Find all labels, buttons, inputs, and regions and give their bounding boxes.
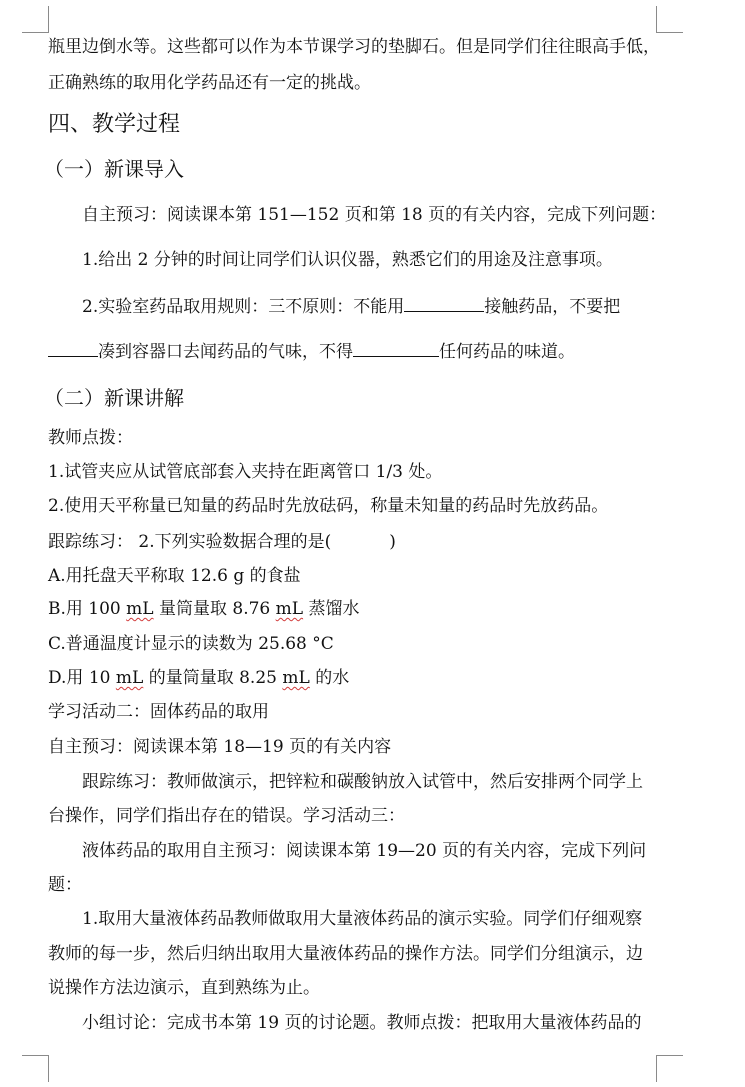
page-corner-mark-bottom-right [656,1055,683,1082]
text-line: 自主预习：阅读课本第 151—152 页和第 18 页的有关内容，完成下列问题： [82,205,667,225]
page-corner-mark-bottom-left [22,1055,49,1082]
text-segment: 任何药品的味道。 [439,342,575,362]
fill-in-line [82,295,620,318]
text-line: 1.给出 2 分钟的时间让同学们认识仪器，熟悉它们的用途及注意事项。 [82,250,613,270]
text-line: 台操作，同学们指出存在的错误。学习活动三： [48,806,405,826]
text-segment: 2.实验室药品取用规则：三不原则：不能用 [82,297,405,317]
option-d [48,667,349,689]
text-segment: B.用 100 [48,599,127,619]
text-segment: 蒸馏水 [303,599,360,619]
text-line: 说操作方法边演示，直到熟练为止。 [48,978,320,998]
option-b [48,598,359,620]
page-corner-mark-top-left [22,6,49,33]
text-segment: 的水 [309,668,350,688]
text-line: 跟踪练习：教师做演示，把锌粒和碳酸钠放入试管中，然后安排两个同学上 [82,772,643,792]
text-line: 2.使用天平称量已知量的药品时先放砝码，称量未知量的药品时先放药品。 [48,496,609,516]
subsection-heading: （一）新课导入 [44,157,184,181]
spellcheck-underlined-unit: mL [282,668,310,688]
text-line: 教师点拨： [48,428,133,448]
section-heading: 四、教学过程 [48,112,181,137]
text-line: 正确熟练的取用化学药品还有一定的挑战。 [48,73,371,93]
question-line [48,531,396,553]
answer-blank [48,340,98,357]
text-line: 液体药品的取用自主预习：阅读课本第 19—20 页的有关内容，完成下列问 [82,841,647,861]
text-segment: 跟踪练习： 2.下列实验数据合理的是( [48,532,332,552]
text-line: 题： [48,875,82,895]
spellcheck-underlined-unit: mL [275,599,304,619]
text-segment: 量筒量取 8.76 [153,599,276,619]
fill-in-line [48,340,575,363]
text-segment: ) [389,532,396,552]
text-line: 学习活动二：固体药品的取用 [48,702,269,722]
spellcheck-underlined-unit: mL [126,599,154,619]
text-line: 瓶里边倒水等。这些都可以作为本节课学习的垫脚石。但是同学们往往眼高手低， [48,37,660,57]
answer-blank [404,295,484,312]
text-line: 1.取用大量液体药品教师做取用大量液体药品的演示实验。同学们仔细观察 [82,909,643,929]
text-segment: 凑到容器口去闻药品的气味，不得 [98,342,353,362]
text-line: 教师的每一步，然后归纳出取用大量液体药品的操作方法。同学们分组演示，边 [48,944,643,964]
text-segment: 的量筒量取 8.25 [143,668,283,688]
text-line: 自主预习：阅读课本第 18—19 页的有关内容 [48,737,392,757]
option-a: A.用托盘天平称取 12.6 g 的食盐 [48,566,301,586]
subsection-heading: （二）新课讲解 [44,386,184,410]
answer-blank [353,340,439,357]
spellcheck-underlined-unit: mL [115,668,144,688]
text-segment: 接触药品，不要把 [484,297,621,317]
option-c: C.普通温度计显示的读数为 25.68 °C [48,634,334,654]
text-line: 小组讨论：完成书本第 19 页的讨论题。教师点拨：把取用大量液体药品的 [82,1013,642,1033]
text-line: 1.试管夹应从试管底部套入夹持在距离管口 1/3 处。 [48,462,443,482]
text-segment: D.用 10 [48,668,116,688]
page-corner-mark-top-right [656,6,683,33]
